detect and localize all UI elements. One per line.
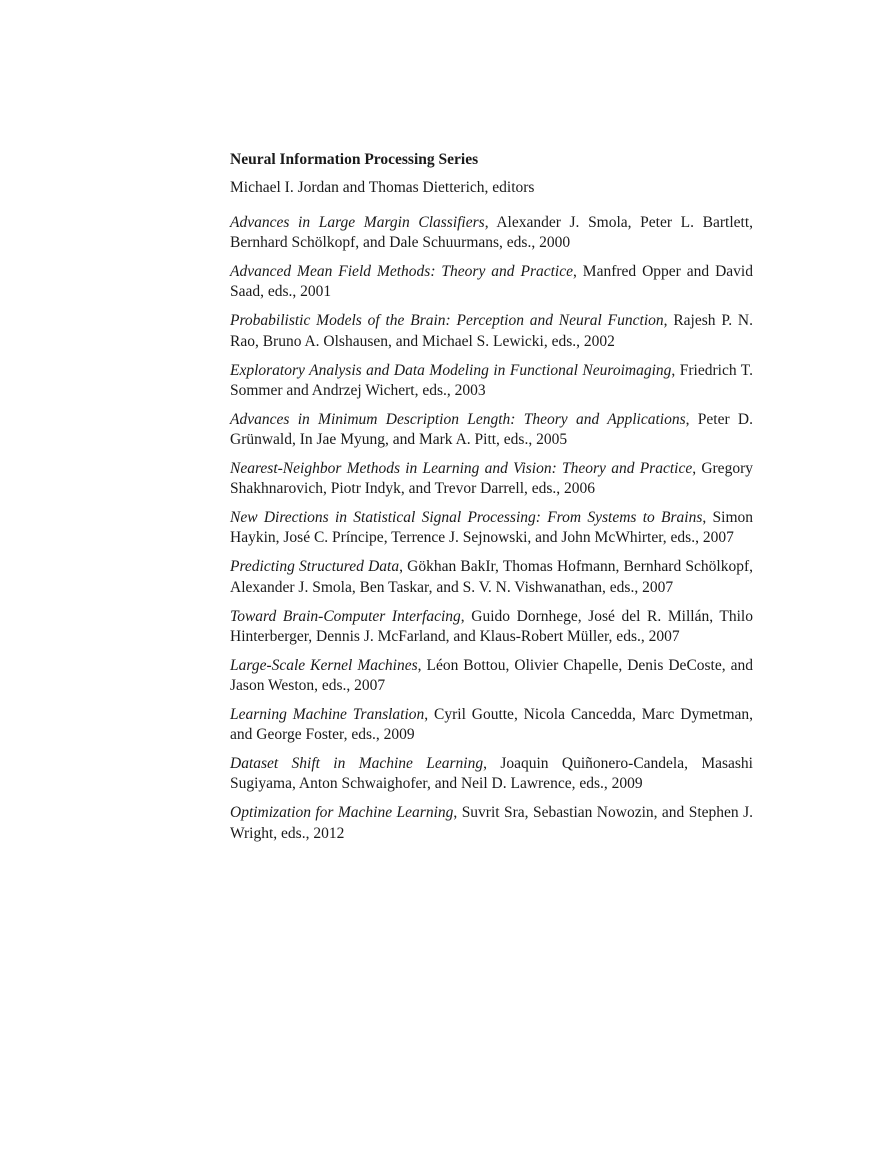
book-entry xyxy=(230,705,753,746)
book-title: New Directions in Statistical Signal Processing: From Systems to Brains xyxy=(230,509,703,527)
book-title: Dataset Shift in Machine Learning xyxy=(230,755,484,773)
book-title: Nearest-Neighbor Methods in Learning and Vision: Theory and Practice xyxy=(230,459,693,477)
series-page xyxy=(230,148,753,852)
book-title: Large-Scale Kernel Machines xyxy=(230,656,418,674)
book-details: , Suvrit Sra, Sebastian Nowozin, and Stephen J. Wright, eds., 2012 xyxy=(230,804,753,842)
book-details: , Manfred Opper and David Saad, eds., 2001 xyxy=(230,263,753,301)
book-title: Toward Brain-Computer Interfacing xyxy=(230,607,461,625)
series-editors: Michael I. Jordan and Thomas Dietterich, editors xyxy=(230,179,535,196)
book-title: Optimization for Machine Learning xyxy=(230,804,454,822)
book-title: Advances in Minimum Description Length: Theory and Applications xyxy=(230,410,686,428)
book-details: , Rajesh P. N. Rao, Bruno A. Olshausen, and Michael S. Lewicki, eds., 2002 xyxy=(230,312,753,350)
book-title: Probabilistic Models of the Brain: Perception and Neural Function xyxy=(230,312,664,330)
book-details: , Alexander J. Smola, Peter L. Bartlett, Bernhard Schölkopf, and Dale Schuurmans, eds., 2000 xyxy=(230,214,753,252)
book-details: , Cyril Goutte, Nicola Cancedda, Marc Dymetman, and George Foster, eds., 2009 xyxy=(230,705,753,744)
book-entry xyxy=(230,803,753,844)
book-title: Learning Machine Translation xyxy=(230,705,425,723)
book-entry xyxy=(230,607,753,648)
book-entry xyxy=(230,311,753,352)
book-details: , Guido Dornhege, José del R. Millán, Thilo Hinterberger, Dennis J. McFarland, and Klaus-Robert Müller, eds., 2007 xyxy=(230,607,753,645)
book-entry xyxy=(230,213,753,254)
book-entry xyxy=(230,361,753,402)
book-details: , Gregory Shakhnarovich, Piotr Indyk, and Trevor Darrell, eds., 2006 xyxy=(230,459,753,498)
book-title: Exploratory Analysis and Data Modeling in Functional Neuroimaging xyxy=(230,361,672,379)
book-details: , Peter D. Grünwald, In Jae Myung, and Mark A. Pitt, eds., 2005 xyxy=(230,410,754,449)
book-details: , Friedrich T. Sommer and Andrzej Wichert, eds., 2003 xyxy=(230,361,754,399)
book-entry xyxy=(230,508,753,549)
book-entry xyxy=(230,557,753,598)
book-details: , Léon Bottou, Olivier Chapelle, Denis DeCoste, and Jason Weston, eds., 2007 xyxy=(230,656,753,694)
book-title: Advances in Large Margin Classifiers xyxy=(230,214,485,231)
series-title: Neural Information Processing Series xyxy=(230,151,479,168)
book-entry xyxy=(230,262,753,303)
book-title: Predicting Structured Data xyxy=(230,558,400,576)
book-details: , Simon Haykin, José C. Príncipe, Terrence J. Sejnowski, and John McWhirter, eds., 2007 xyxy=(230,509,754,547)
book-entry xyxy=(230,656,753,697)
book-entry xyxy=(230,459,753,500)
book-entry xyxy=(230,754,753,795)
book-entry xyxy=(230,410,753,451)
book-details: , Gökhan BakIr, Thomas Hofmann, Bernhard Schölkopf, Alexander J. Smola, Ben Taskar, and S. V. N. Vishwanathan, eds., 2007 xyxy=(230,558,753,596)
book-details: , Joaquin Quiñonero-Candela, Masashi Sugiyama, Anton Schwaighofer, and Neil D. Lawrence, eds., 2009 xyxy=(230,755,753,793)
book-title: Advanced Mean Field Methods: Theory and Practice xyxy=(230,263,573,281)
